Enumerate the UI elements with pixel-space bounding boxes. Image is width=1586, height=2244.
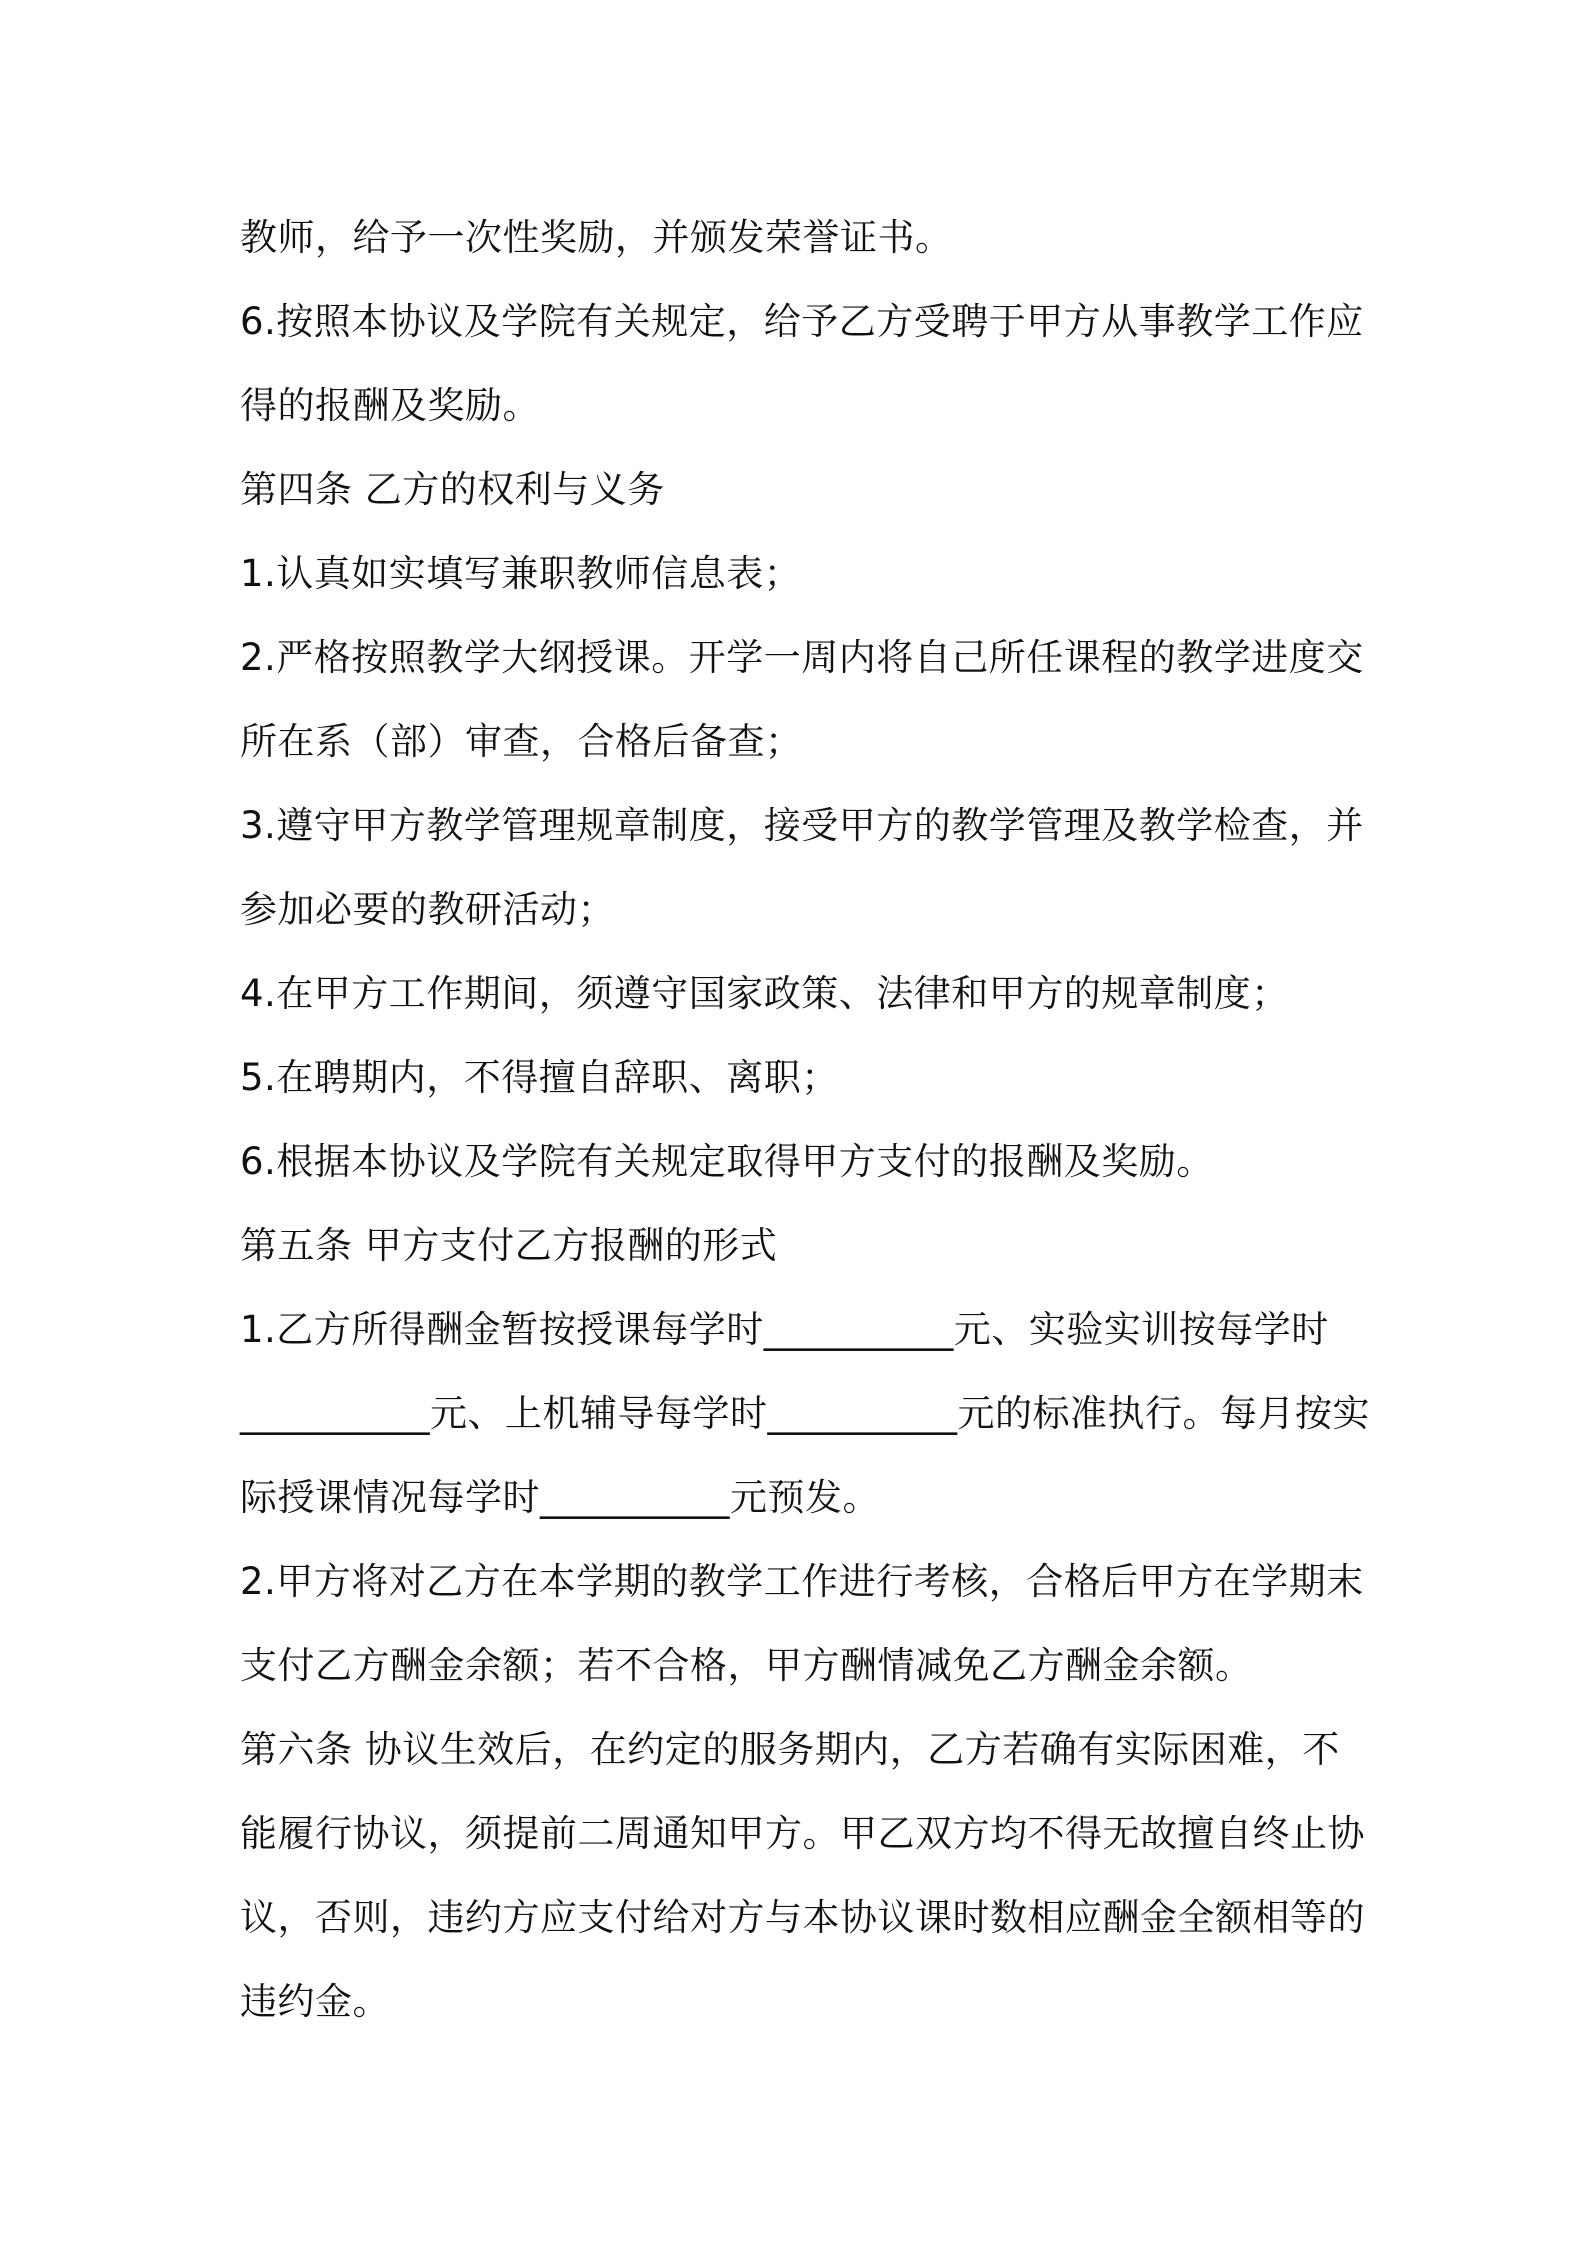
text-line: 2.严格按照教学大纲授课。开学一周内将自己所任课程的教学进度交 xyxy=(240,636,1364,679)
text-line: 2.甲方将对乙方在本学期的教学工作进行考核，合格后甲方在学期末 xyxy=(240,1560,1364,1603)
section-heading: 第四条 乙方的权利与义务 xyxy=(240,468,665,511)
text-line: 得的报酬及奖励。 xyxy=(240,384,540,427)
text-line: 1.认真如实填写兼职教师信息表； xyxy=(240,552,802,595)
text-line: 际授课情况每学时__________元预发。 xyxy=(240,1476,880,1519)
text-line: 6.根据本协议及学院有关规定取得甲方支付的报酬及奖励。 xyxy=(240,1140,1214,1183)
document-body xyxy=(240,196,1370,2044)
text-line: 6.按照本协议及学院有关规定，给予乙方受聘于甲方从事教学工作应 xyxy=(240,300,1364,343)
section-heading: 第六条 协议生效后，在约定的服务期内，乙方若确有实际困难，不 xyxy=(240,1728,1340,1771)
text-line: 能履行协议，须提前二周通知甲方。甲乙双方均不得无故擅自终止协 xyxy=(240,1812,1365,1855)
text-line: 3.遵守甲方教学管理规章制度，接受甲方的教学管理及教学检查，并 xyxy=(240,804,1364,847)
text-line: 议，否则，违约方应支付给对方与本协议课时数相应酬金全额相等的 xyxy=(240,1896,1365,1939)
text-line: __________元、上机辅导每学时__________元的标准执行。每月按实 xyxy=(240,1392,1370,1435)
text-line: 支付乙方酬金余额；若不合格，甲方酬情减免乙方酬金余额。 xyxy=(240,1644,1253,1687)
text-line: 1.乙方所得酬金暂按授课每学时__________元、实验实训按每学时 xyxy=(240,1308,1329,1351)
text-line: 教师，给予一次性奖励，并颁发荣誉证书。 xyxy=(240,216,953,259)
text-line: 5.在聘期内，不得擅自辞职、离职； xyxy=(240,1056,839,1099)
section-heading: 第五条 甲方支付乙方报酬的形式 xyxy=(240,1224,778,1267)
text-line: 4.在甲方工作期间，须遵守国家政策、法律和甲方的规章制度； xyxy=(240,972,1289,1015)
text-line: 所在系（部）审查，合格后备查； xyxy=(240,720,803,763)
text-line: 参加必要的教研活动； xyxy=(240,888,615,931)
text-line: 违约金。 xyxy=(240,1980,390,2023)
